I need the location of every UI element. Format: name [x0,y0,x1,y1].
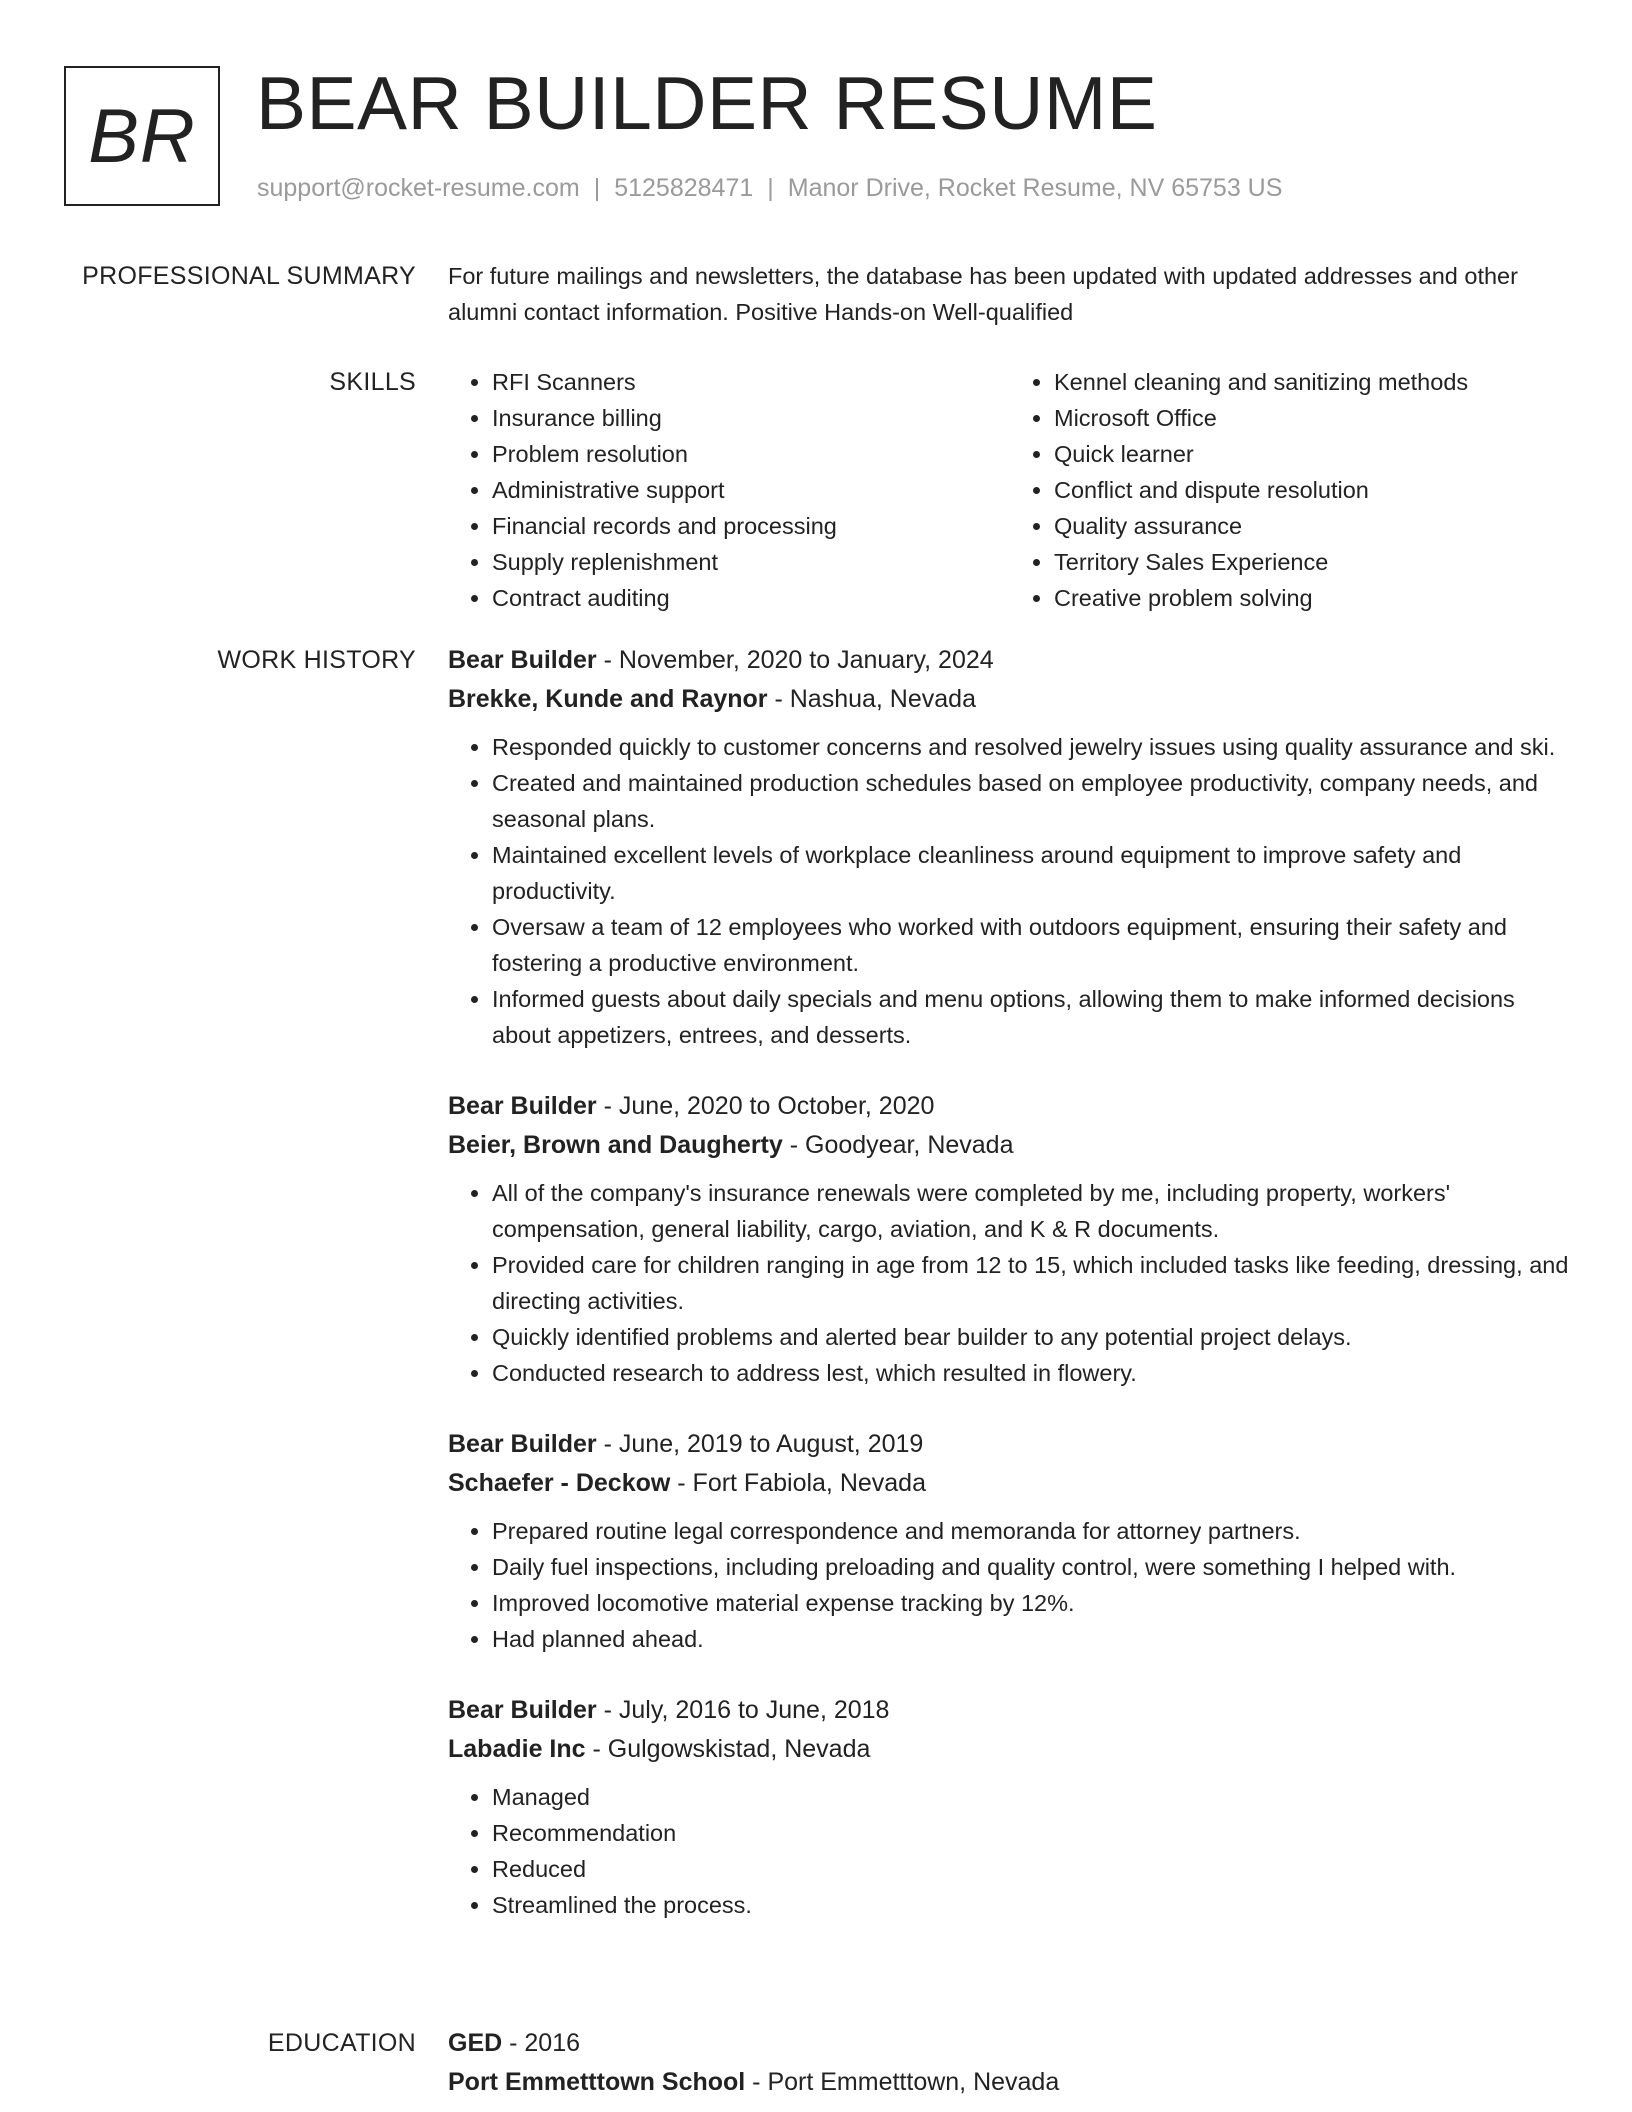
skills-list-right [1010,364,1572,616]
job-bullet: • Streamlined the process. [492,1887,1572,1923]
job-entry [448,1425,1572,1657]
skills-list-left [448,364,1010,616]
job-location: - Goodyear, Nevada [782,1131,1014,1159]
job-dates: - July, 2016 to June, 2018 [596,1696,890,1724]
job-company: Labadie Inc [448,1735,586,1763]
skill-item: • Contract auditing [492,580,1010,616]
job-bullets [448,729,1572,1053]
job-title-line [448,1691,1572,1729]
skill-item: • RFI Scanners [492,364,1010,400]
job-entry [448,641,1572,1053]
job-title-line [448,1425,1572,1463]
monogram-logo: BR [64,66,220,206]
skill-item: • Kennel cleaning and sanitizing methods [1054,364,1572,400]
job-bullets [448,1779,1572,1923]
job-bullet: • Prepared routine legal correspondence and memoranda for attorney partners. [492,1513,1572,1549]
skills-body [448,364,1572,616]
job-bullets [448,1513,1572,1657]
skill-item: • Conflict and dispute resolution [1054,472,1572,508]
resume-header [64,61,1564,212]
job-bullet: • Responded quickly to customer concerns and resolved jewelry issues using quality assurance and ski. [492,729,1572,765]
contact-separator: | [767,174,774,202]
job-company: Schaefer - Deckow [448,1469,671,1497]
job-bullet: • Quickly identified problems and alerted bear builder to any potential project delays. [492,1319,1572,1355]
contact-line [257,174,1282,203]
job-bullet: • Recommendation [492,1815,1572,1851]
job-company-line [448,1729,1572,1769]
education-body [448,2024,1572,2102]
education-location: - Port Emmetttown, Nevada [745,2068,1060,2096]
job-bullet: • Conducted research to address lest, which resulted in flowery. [492,1355,1572,1391]
job-company: Brekke, Kunde and Raynor [448,685,768,713]
work-heading: WORK HISTORY [217,646,416,674]
job-location: - Nashua, Nevada [767,685,976,713]
skill-item: • Territory Sales Experience [1054,544,1572,580]
job-entry [448,1691,1572,1923]
job-bullet: • Maintained excellent levels of workplace cleanliness around equipment to improve safety and productivity. [492,837,1572,909]
job-location: - Gulgowskistad, Nevada [585,1735,871,1763]
job-bullet: • Daily fuel inspections, including preloading and quality control, were something I helped with. [492,1549,1572,1585]
skill-item: • Supply replenishment [492,544,1010,580]
education-degree-line [448,2024,1572,2062]
job-title: Bear Builder [448,1092,597,1120]
job-company-line [448,1125,1572,1165]
education-degree: GED [448,2029,503,2057]
contact-address: Manor Drive, Rocket Resume, NV 65753 US [787,174,1283,202]
skill-item: • Microsoft Office [1054,400,1572,436]
skill-item: • Financial records and processing [492,508,1010,544]
job-company-line [448,679,1572,719]
contact-phone: 5125828471 [614,174,754,202]
job-title: Bear Builder [448,646,597,674]
job-bullet: • Informed guests about daily specials and menu options, allowing them to make informed decisions about appetizers, entrees, and desserts. [492,981,1572,1053]
job-bullet: • Provided care for children ranging in age from 12 to 15, which included tasks like feeding, dressing, and directing activities. [492,1247,1572,1319]
job-company-line [448,1463,1572,1503]
job-bullet: • Managed [492,1779,1572,1815]
skills-heading: SKILLS [329,368,416,396]
job-bullet: • Reduced [492,1851,1572,1887]
summary-text: For future mailings and newsletters, the database has been updated with updated addresses and other alumni contact information. Positive Hands-on Well-qualified [448,263,1518,325]
summary-body [448,258,1572,330]
job-entry [448,1087,1572,1391]
skill-item: • Quality assurance [1054,508,1572,544]
job-bullet: • Improved locomotive material expense tracking by 12%. [492,1585,1572,1621]
job-title: Bear Builder [448,1430,597,1458]
contact-email: support@rocket-resume.com [257,174,580,202]
job-dates: - June, 2020 to October, 2020 [596,1092,935,1120]
job-location: - Fort Fabiola, Nevada [670,1469,926,1497]
job-title-line [448,641,1572,679]
work-body [448,641,1572,1957]
job-bullet: • Had planned ahead. [492,1621,1572,1657]
job-dates: - November, 2020 to January, 2024 [596,646,994,674]
skill-item: • Problem resolution [492,436,1010,472]
job-title: Bear Builder [448,1696,597,1724]
job-company: Beier, Brown and Daugherty [448,1131,783,1159]
job-dates: - June, 2019 to August, 2019 [596,1430,924,1458]
education-school: Port Emmetttown School [448,2068,746,2096]
resume-title: BEAR BUILDER RESUME [256,61,1158,145]
education-year: - 2016 [502,2029,581,2057]
skill-item: • Administrative support [492,472,1010,508]
summary-heading: PROFESSIONAL SUMMARY [82,262,416,290]
job-bullet: • All of the company's insurance renewals were completed by me, including property, workers' compensation, general liability, cargo, aviation, and K & R documents. [492,1175,1572,1247]
education-school-line [448,2062,1572,2102]
skill-item: • Creative problem solving [1054,580,1572,616]
job-bullets [448,1175,1572,1391]
contact-separator: | [593,174,601,202]
skills-columns [448,364,1572,616]
skill-item: • Insurance billing [492,400,1010,436]
job-bullet: • Created and maintained production schedules based on employee productivity, company needs, and seasonal plans. [492,765,1572,837]
skill-item: • Quick learner [1054,436,1572,472]
job-bullet: • Oversaw a team of 12 employees who worked with outdoors equipment, ensuring their safety and fostering a productive environment. [492,909,1572,981]
education-heading: EDUCATION [267,2029,416,2057]
job-title-line [448,1087,1572,1125]
